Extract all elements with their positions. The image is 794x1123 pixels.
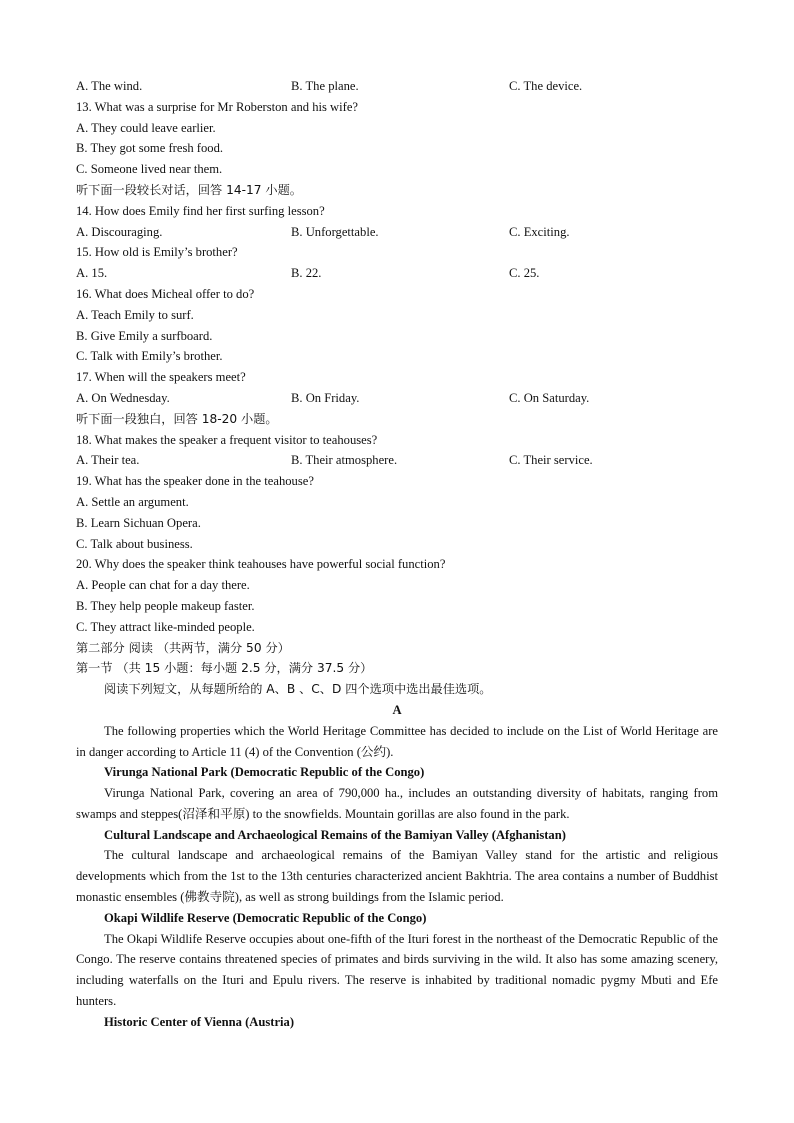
q16-option-b: B. Give Emily a surfboard. <box>76 328 213 343</box>
q13-option-c: C. Someone lived near them. <box>76 162 223 177</box>
q16-stem: 16. What does Micheal offer to do? <box>76 286 255 301</box>
site-title-virunga: Virunga National Park (Democratic Republic of the Congo) <box>104 765 425 780</box>
q14-options <box>76 222 718 243</box>
part-two-title: 第二部分 阅读 （共两节，满分 50 分） <box>76 640 290 655</box>
q15-option-b: B. 22. <box>291 266 322 281</box>
q18-option-c: C. Their service. <box>509 453 593 468</box>
page-content <box>76 76 718 1033</box>
q19-stem: 19. What has the speaker done in the teahouse? <box>76 474 314 489</box>
q15-option-a: A. 15. <box>76 266 108 281</box>
q18-option-a: A. Their tea. <box>76 453 140 468</box>
passage-intro: The following properties which the World Heritage Committee has decided to include on the List of World Heritage are in danger according to Article 11 (4) of the Convention (公约). <box>76 723 718 759</box>
q17-stem: 17. When will the speakers meet? <box>76 370 246 385</box>
q15-stem: 15. How old is Emily’s brother? <box>76 245 238 260</box>
q20-option-a: A. People can chat for a day there. <box>76 578 250 593</box>
q13-stem: 13. What was a surprise for Mr Roberston and his wife? <box>76 99 359 114</box>
section-one-title: 第一节 （共 15 小题：每小题 2.5 分，满分 37.5 分） <box>76 661 373 676</box>
q19-option-b: B. Learn Sichuan Opera. <box>76 515 201 530</box>
site-title-bamiyan: Cultural Landscape and Archaeological Remains of the Bamiyan Valley (Afghanistan) <box>104 827 566 842</box>
q17-option-c: C. On Saturday. <box>509 390 590 405</box>
q14-stem: 14. How does Emily find her first surfing lesson? <box>76 203 325 218</box>
site-title-okapi: Okapi Wildlife Reserve (Democratic Republic of the Congo) <box>104 910 427 925</box>
q20-option-b: B. They help people makeup faster. <box>76 598 255 613</box>
q12-option-b: B. The plane. <box>291 79 359 93</box>
q19-option-c: C. Talk about business. <box>76 536 193 551</box>
q20-option-c: C. They attract like-minded people. <box>76 619 255 634</box>
reading-instruction: 阅读下列短文，从每题所给的 A、B 、C、D 四个选项中选出最佳选项。 <box>104 682 492 697</box>
q18-options <box>76 450 718 471</box>
instruction-18-20: 听下面一段独白，回答 18-20 小题。 <box>76 411 278 426</box>
q12-options <box>76 76 718 97</box>
q17-options <box>76 388 718 409</box>
q16-option-a: A. Teach Emily to surf. <box>76 307 194 322</box>
q18-option-b: B. Their atmosphere. <box>291 453 398 468</box>
q13-option-a: A. They could leave earlier. <box>76 120 216 135</box>
q14-option-a: A. Discouraging. <box>76 224 163 239</box>
q13-option-b: B. They got some fresh food. <box>76 141 224 156</box>
q14-option-b: B. Unforgettable. <box>291 224 379 239</box>
q17-option-b: B. On Friday. <box>291 390 360 405</box>
q17-option-a: A. On Wednesday. <box>76 390 170 405</box>
q16-option-c: C. Talk with Emily’s brother. <box>76 349 223 364</box>
q18-stem: 18. What makes the speaker a frequent visitor to teahouses? <box>76 432 378 447</box>
site-text-bamiyan: The cultural landscape and archaeological remains of the Bamiyan Valley stand for the artistic and religious developments which from the 1st to the 13th centuries characterized ancient Bakhtria. The area contains a number of Buddhist monastic ensembles (佛教寺院), as well as strong buildings from the Islamic period. <box>76 848 718 905</box>
q12-option-a: A. The wind. <box>76 79 143 93</box>
q15-options <box>76 263 718 284</box>
site-title-vienna: Historic Center of Vienna (Austria) <box>104 1014 295 1029</box>
site-text-okapi: The Okapi Wildlife Reserve occupies about one-fifth of the Ituri forest in the northeast of the Democratic Republic of the Congo. The reserve contains threatened species of primates and birds surviving in the wild. It also has some amazing scenery, including waterfalls on the Ituri and Epulu rivers. The reserve is inhabited by traditional nomadic pygmy Mbuti and Efe hunters. <box>76 931 718 1009</box>
passage-label: A <box>392 702 402 717</box>
q12-option-c: C. The device. <box>509 79 583 93</box>
q20-stem: 20. Why does the speaker think teahouses have powerful social function? <box>76 557 446 572</box>
q14-option-c: C. Exciting. <box>509 224 570 239</box>
q19-option-a: A. Settle an argument. <box>76 494 189 509</box>
q15-option-c: C. 25. <box>509 266 540 281</box>
instruction-14-17: 听下面一段较长对话，回答 14-17 小题。 <box>76 182 302 197</box>
site-text-virunga: Virunga National Park, covering an area of 790,000 ha., includes an outstanding diversity of habitats, ranging from swamps and steppes(沼泽和平原) to the snowfields. Mountain gorillas are also found in the park. <box>76 786 718 821</box>
